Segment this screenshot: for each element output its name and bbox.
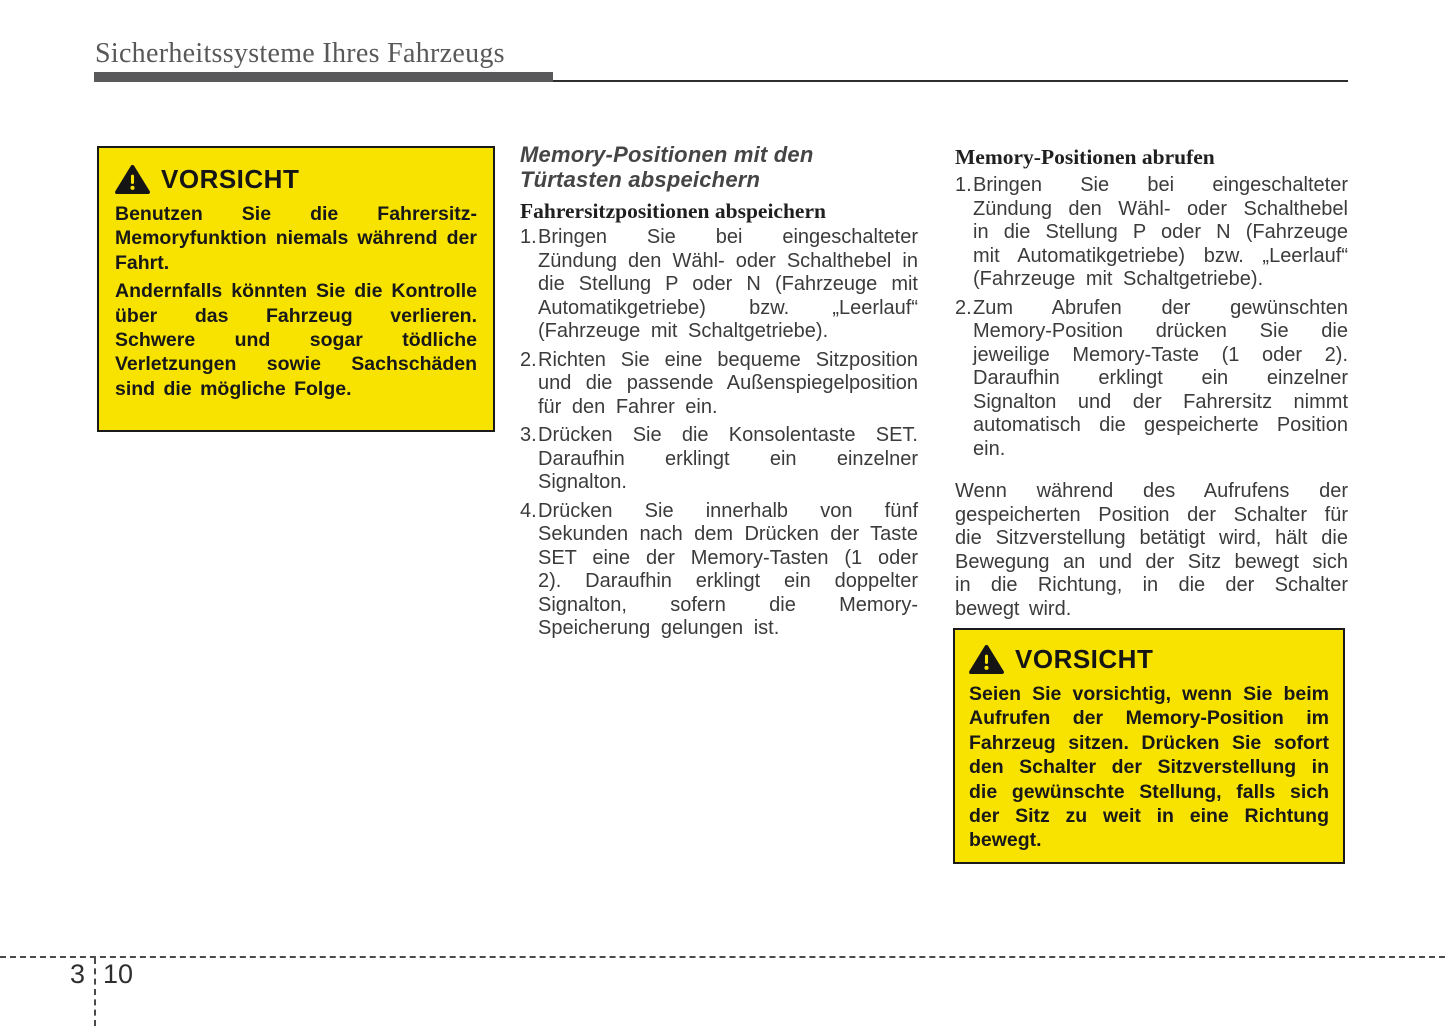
footer-dashed-divider <box>94 958 96 1026</box>
chapter-number: 3 <box>70 959 86 989</box>
caution-paragraph: Andernfalls könnten Sie die Kontrolle über das Fahrzeug verlieren. Schwere und sogar tödliche Verletzungen sowie Sachschäden sind die mögliche Folge. <box>115 280 477 400</box>
step-text: Bringen Sie bei eingeschalteter Zündung den Wähl- oder Schalthebel in die Stellung P oder N (Fahrzeuge mit Automatikgetriebe) bzw. „Leerlauf“ (Fahrzeuge mit Schaltgetriebe). <box>538 226 918 342</box>
step-item <box>520 349 918 420</box>
step-text: Drücken Sie innerhalb von fünf Sekunden nach dem Drücken der Taste SET eine der Memory-Tasten (1 oder 2). Daraufhin erklingt ein doppelter Signalton, sofern die Memory-Speicherung gelungen ist. <box>538 499 918 639</box>
step-text: Bringen Sie bei eingeschalteter Zündung den Wähl- oder Schalthebel in die Stellung P oder N (Fahrzeuge mit Automatikgetriebe) bzw. „Leerlauf“ (Fahrzeuge mit Schaltgetriebe). <box>973 174 1348 290</box>
page-title: Sicherheitssysteme Ihres Fahrzeugs <box>95 38 505 69</box>
header-rule-thick <box>94 72 553 82</box>
steps-list <box>520 226 918 641</box>
step-number: 1. <box>955 174 972 196</box>
step-item <box>520 226 918 344</box>
column-middle <box>520 142 918 646</box>
page-number: 10 <box>103 959 134 989</box>
caution-label: VORSICHT <box>1015 643 1154 674</box>
step-item <box>520 424 918 495</box>
section-title-italic: Memory-Positionen mit den Türtasten abspeichern <box>520 142 814 192</box>
caution-label: VORSICHT <box>161 163 300 194</box>
step-text: Zum Abrufen der gewünschten Memory-Position drücken Sie die jeweilige Memory-Taste (1 oder 2). Daraufhin erklingt ein einzelner Signalton und der Fahrersitz nimmt automatisch die gespeicherte Position ein. <box>973 296 1348 460</box>
caution-box-header <box>115 163 477 195</box>
step-item <box>520 500 918 641</box>
step-text: Drücken Sie die Konsolentaste SET. Daraufhin erklingt ein einzelner Signalton. <box>538 424 918 493</box>
caution-box-left <box>97 146 495 432</box>
caution-paragraph: Seien Sie vorsichtig, wenn Sie beim Aufrufen der Memory-Position im Fahrzeug sitzen. Drücken Sie sofort den Schalter der Sitzverstellung in die gewünschte Stellung, falls sich der Sitz zu weit in eine Richtung bewegt. <box>969 683 1329 852</box>
warning-triangle-icon <box>969 644 1004 675</box>
step-number: 2. <box>955 296 972 319</box>
steps-list <box>955 174 1348 461</box>
column-right <box>955 142 1348 621</box>
section-subtitle: Fahrersitzpositionen abspeichern <box>520 199 826 223</box>
header-rule-thin <box>553 80 1348 82</box>
caution-box-right <box>953 628 1345 864</box>
step-number: 1. <box>520 226 537 248</box>
step-text: Richten Sie eine bequeme Sitzposition und die passende Außenspiegelposition für den Fahrer ein. <box>538 348 918 418</box>
section-title: Memory-Positionen abrufen <box>955 145 1215 169</box>
step-item <box>955 174 1348 292</box>
caution-paragraph: Benutzen Sie die Fahrersitz-Memoryfunktion niemals während der Fahrt. <box>115 203 477 274</box>
step-number: 3. <box>520 424 537 446</box>
caution-box-header <box>969 643 1329 675</box>
step-item <box>955 297 1348 462</box>
footer-dashed-rule <box>0 956 1445 958</box>
step-number: 4. <box>520 499 537 522</box>
step-number: 2. <box>520 348 537 371</box>
warning-triangle-icon <box>115 164 150 195</box>
body-paragraph: Wenn während des Aufrufens der gespeicherten Position der Schalter für die Sitzverstellung betätigt wird, hält die Bewegung an und der Sitz bewegt sich in die Richtung, in die der Schalter bewegt wird. <box>955 480 1348 620</box>
